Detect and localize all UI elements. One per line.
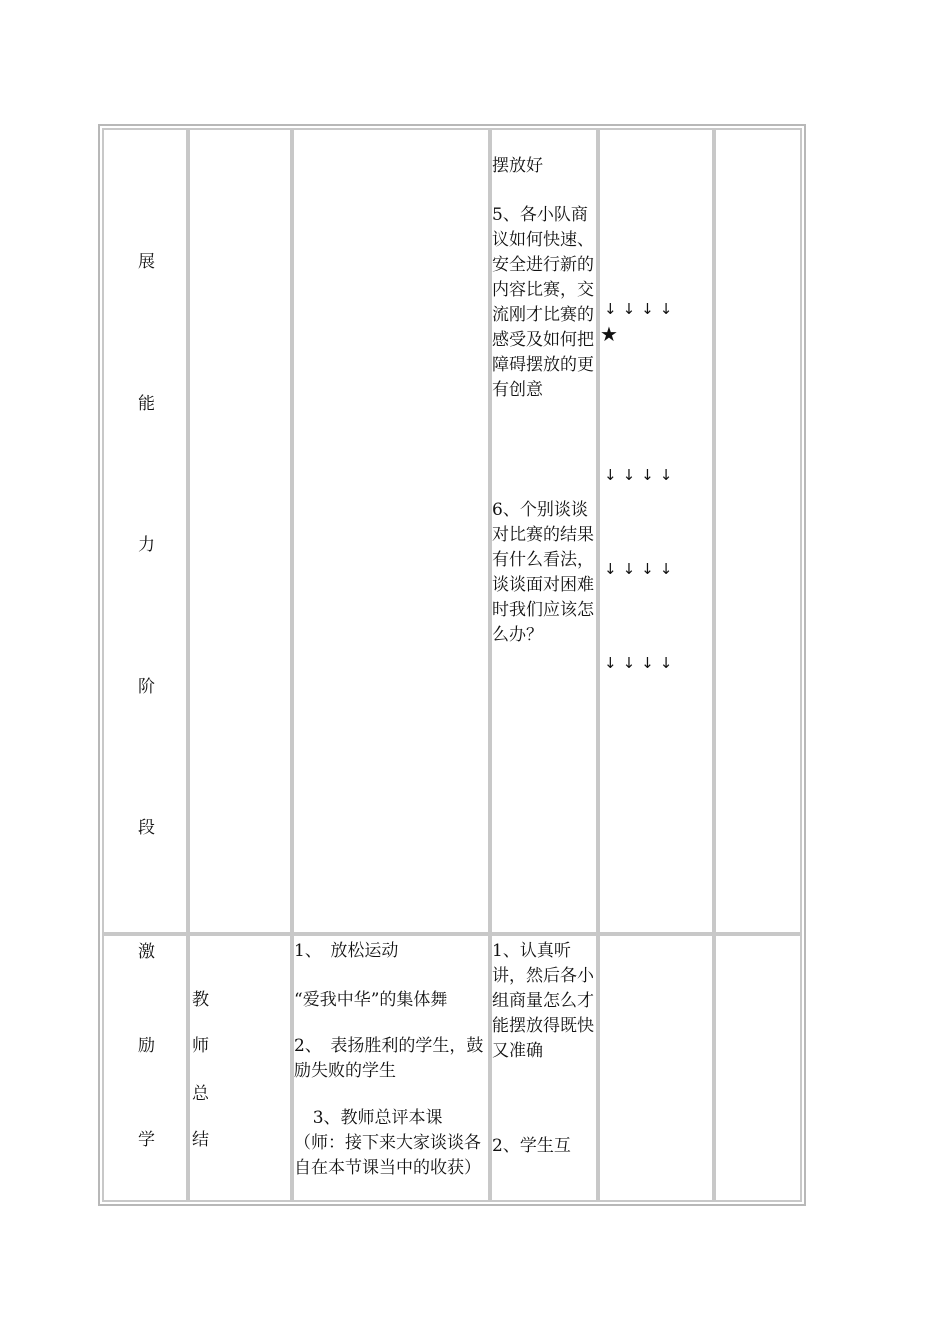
stage-char: 阶 xyxy=(138,677,155,697)
lesson-plan-table xyxy=(98,124,806,1206)
role-char: 师 xyxy=(192,1036,209,1056)
stage-char: 展 xyxy=(138,252,155,272)
student-activity-cell xyxy=(490,128,598,934)
teacher-text: “爱我中华”的集体舞 xyxy=(294,990,448,1010)
student-text: 摆放好 xyxy=(492,156,543,176)
arrow-down-icon: ↓↓↓↓ xyxy=(604,654,679,672)
star-icon: ★ xyxy=(600,322,618,346)
student-text: 1、认真听讲，然后各小组商量怎么才能摆放得既快又准确 xyxy=(492,941,594,1061)
stage-char: 能 xyxy=(138,394,155,414)
stage-char: 学 xyxy=(138,1130,155,1150)
role-cell xyxy=(188,934,292,1202)
teacher-activity-cell xyxy=(292,934,490,1202)
role-char: 结 xyxy=(192,1130,209,1150)
teacher-activity-cell xyxy=(292,128,490,934)
notes-cell xyxy=(714,934,802,1202)
stage-char: 激 xyxy=(138,942,155,962)
arrow-down-icon: ↓↓↓↓ xyxy=(604,466,679,484)
stage-char: 段 xyxy=(138,818,155,838)
formation-cell xyxy=(598,934,714,1202)
arrow-down-icon: ↓↓↓↓ xyxy=(604,300,679,318)
role-cell xyxy=(188,128,292,934)
teacher-text: 3、教师总评本课（师：接下来大家谈谈各自在本节课当中的收获） xyxy=(294,1108,481,1178)
teacher-text: 2、 表扬胜利的学生，鼓励失败的学生 xyxy=(294,1036,484,1081)
student-text: 5、各小队商议如何快速、安全进行新的内容比赛，交流刚才比赛的感受及如何把障碍摆放的更有创意 xyxy=(492,205,594,400)
formation-cell xyxy=(598,128,714,934)
role-char: 教 xyxy=(192,990,209,1010)
arrow-down-icon: ↓↓↓↓ xyxy=(604,560,679,578)
stage-char: 励 xyxy=(138,1036,155,1056)
stage-cell xyxy=(102,934,188,1202)
stage-char: 力 xyxy=(138,535,155,555)
role-char: 总 xyxy=(192,1084,209,1104)
stage-cell xyxy=(102,128,188,934)
notes-cell xyxy=(714,128,802,934)
teacher-text: 1、 放松运动 xyxy=(294,941,399,961)
student-text: 2、学生互 xyxy=(492,1136,571,1156)
student-activity-cell xyxy=(490,934,598,1202)
student-text: 6、个别谈谈对比赛的结果有什么看法，谈谈面对困难时我们应该怎么办？ xyxy=(492,500,594,645)
